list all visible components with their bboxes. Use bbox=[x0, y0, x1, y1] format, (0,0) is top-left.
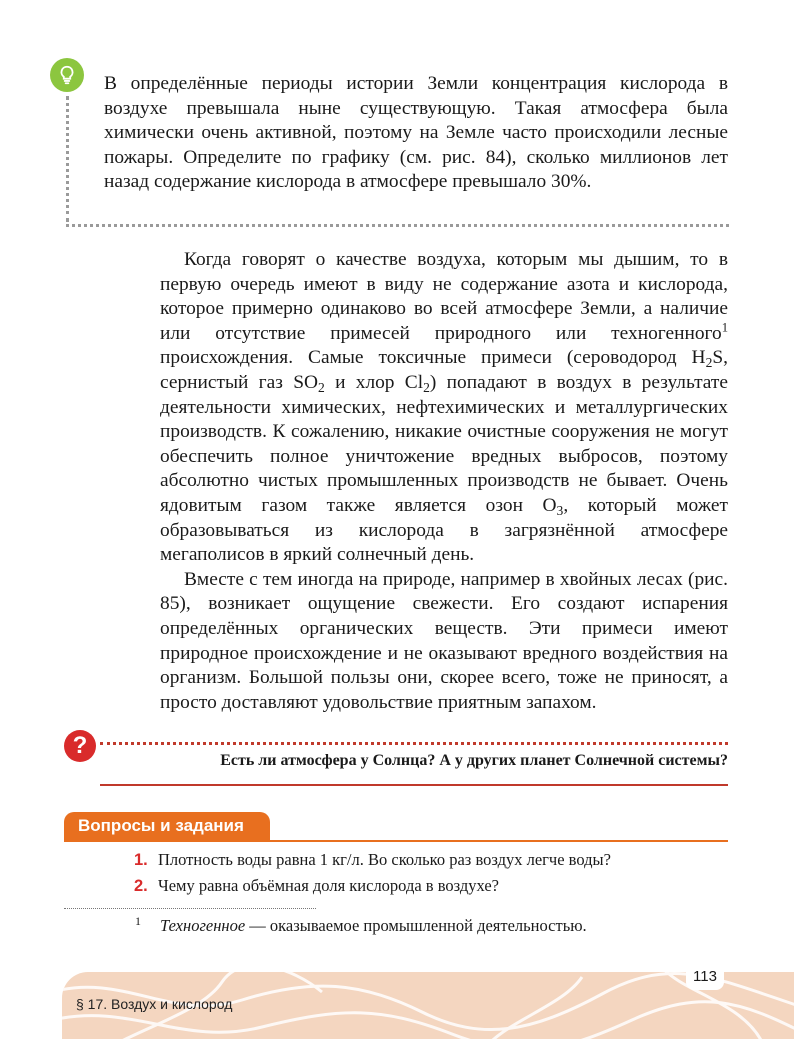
footnote-term: Техногенное bbox=[160, 916, 246, 935]
text-run: S, сернистый газ SO bbox=[160, 347, 728, 393]
subscript: 3 bbox=[556, 503, 564, 518]
question-icon: ? bbox=[64, 730, 96, 762]
footnote-separator bbox=[64, 908, 316, 909]
tip-box bbox=[104, 72, 728, 195]
task-number: 1. bbox=[134, 851, 148, 869]
text-run: ) попадают в воздух в результате деятельности химических, нефтехимических и металлургических производств. К сожалению, никакие очистные сооружения не могут обеспечить полное уничтожение вредных выбросов, поэтому абсолютно чистых промышленных производств не бывает. Очень ядовитым газом также является озон O bbox=[160, 371, 728, 516]
text-run: происхождения. Самые токсичные примеси (сероводород H bbox=[160, 347, 706, 369]
subscript: 2 bbox=[423, 380, 430, 396]
text-run: Когда говорят о качестве воздуха, которым мы дышим, то в первую очередь имеют в виду не содержание азота и кислорода, которое примерно одинаково во всей атмосфере Земли, а наличие или отсутствие примесей природного или техногенного bbox=[160, 249, 728, 344]
question-dotted-line bbox=[100, 742, 728, 745]
tasks-title: Вопросы и задания bbox=[78, 816, 244, 835]
task-item bbox=[134, 876, 499, 896]
subscript: 2 bbox=[705, 355, 713, 371]
footnote-mark: 1 bbox=[135, 914, 141, 928]
lightbulb-icon bbox=[50, 58, 84, 92]
footnote-ref[interactable]: 1 bbox=[721, 320, 728, 335]
footnote-definition: — оказываемое промышленной деятельностью. bbox=[245, 916, 587, 935]
tip-border-vertical bbox=[66, 96, 69, 222]
subscript: 2 bbox=[317, 380, 325, 396]
running-title: § 17. Воздух и кислород bbox=[76, 996, 233, 1012]
text-run: , который может образовываться из кислорода в загрязнённой атмосфере мегаполисов в яркий солнечный день. bbox=[160, 494, 728, 566]
paragraph-1 bbox=[160, 248, 728, 568]
main-text bbox=[160, 248, 728, 715]
lightbulb-glyph bbox=[56, 64, 78, 86]
question-text: Есть ли атмосфера у Солнца? А у других планет Солнечной системы? bbox=[220, 752, 728, 769]
tasks-header-line bbox=[64, 840, 728, 842]
text-run: и хлор Cl bbox=[324, 371, 424, 393]
tip-paragraph: В определённые периоды истории Земли концентрация кислорода в воздухе превышала ныне существующую. Такая атмосфера была химически очень активной, поэтому на Земле часто происходили лесные пожары. Определите по графику (см. рис. 84), сколько миллионов лет назад содержание кислорода в атмосфере превышало 30%. bbox=[104, 73, 728, 193]
question-underline bbox=[100, 784, 728, 786]
paragraph-2: Вместе с тем иногда на природе, например в хвойных лесах (рис. 85), возникает ощущение свежести. Его создают испарения определённых органических веществ. Эти примеси имеют природное происхождение и не оказывают вредного воздействия на организм. Большой пользы они, скорее всего, тоже не приносят, а просто доставляют удовольствие приятным запахом. bbox=[160, 568, 728, 713]
task-text: Плотность воды равна 1 кг/л. Во сколько раз воздух легче воды? bbox=[158, 850, 611, 869]
task-item bbox=[134, 850, 611, 870]
page-number: 113 bbox=[686, 964, 724, 990]
task-text: Чему равна объёмная доля кислорода в воздухе? bbox=[158, 876, 499, 895]
tip-border-horizontal bbox=[66, 224, 729, 227]
footnote-text bbox=[160, 916, 587, 936]
task-number: 2. bbox=[134, 877, 148, 895]
